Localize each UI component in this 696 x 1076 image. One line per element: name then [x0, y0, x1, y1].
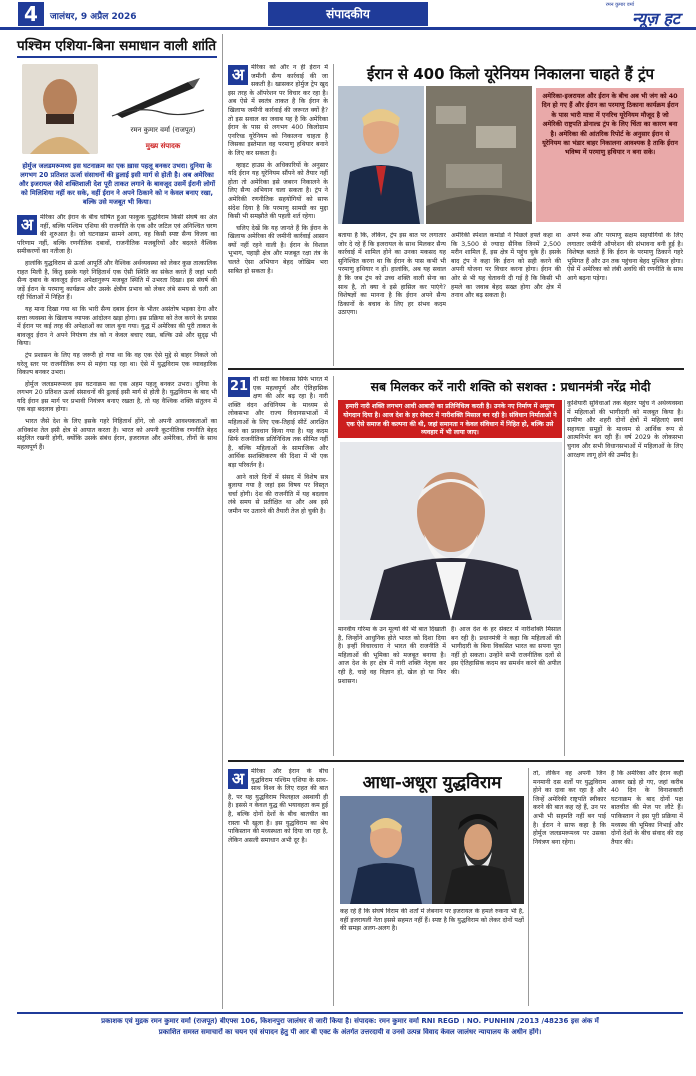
dropcap: 21: [228, 377, 250, 397]
mid-column-2: [228, 376, 328, 756]
brand-logo: न्यूज़ हट: [631, 9, 680, 28]
paragraph: हालांकि युद्धविराम से ऊर्जा आपूर्ति और वैश्विक अर्थव्यवस्था को लेकर कुछ तात्कालिक राहत मिली है, किंतु इसके गहरे निहितार्थ एक ऐसी स्थिति का संकेत करते हैं जहां भारी सैन्य दबाव के बावजूद ईरान अपेक्षानुरूप मजबूत स्थिति में उभरता दिखा। इस संघर्ष की जड़ें ईरान के परमाणु कार्यक्रम और उसके क्षेत्रीय प्रभाव को लेकर लंबे समय से चली आ रही चिंताओं में निहित हैं।: [17, 259, 217, 302]
paragraph: मेरिका और ईरान के बीच युद्धविराम पश्चिम एशिया के साथ-साथ विश्व के लिए राहत की बात है, पर यह युद्धविराम फिलहाल अस्थायी ही है। इससे न केवल युद्ध की भयावहता कम हुई है, बल्कि दोनों देशों के बीच बातचीत का रास्ता भी खुला है। इस युद्धविराम का श्रेय पाकिस्तान की मध्यस्थता को दिया जा रहा है, लेकिन असली समाधान अभी दूर है।: [228, 768, 328, 844]
nari-headline: सब मिलकर करें नारी शक्ति को सशक्त : प्रधानमंत्री नरेंद्र मोदी: [370, 379, 651, 394]
editorial-body: [17, 214, 217, 1004]
author-name: रमन कुमार वर्मा (राजपूत): [130, 126, 196, 134]
paragraph: मेरिका और ईरान के बीच घोषित हुआ फाकुक युद्धविराम किसी संघर्ष का अंत नहीं, बल्कि पश्चिम एशिया की राजनीति के एक और जटिल एवं अनिश्चित चरण की शुरुआत है। जो घटनाक्रम सामने आया, वह किसी स्पष्ट सैन्य विजय का परिणाम नहीं, बल्कि रणनीतिक दबावों, राजनीतिक मजबूरियों और बदलते वैश्विक समीकरणों का नतीजा है।: [17, 214, 217, 256]
modi-photo: [340, 442, 562, 620]
editorial-title: पश्चिम एशिया-बिना समाधान वाली शांति: [17, 38, 217, 54]
adha-body-col2: है कि अमेरिका और ईरान कहीं आकर खड़े हो गए, जहां करीब 40 दिन के विनाशकारी घटनाक्रम के बाद दोनों पक्ष बातचीत की मेज पर लौटे हैं। पाकिस्तान ने इस पूरी प्रक्रिया में मध्यस्थ की भूमिका निभाई और दोनों देशों के बीच संवाद की राह तैयार की।: [611, 770, 683, 846]
pen-icon: [108, 76, 208, 120]
dropcap: अ: [228, 769, 248, 789]
iran-pullquote: अमेरिका-इजरायल और ईरान के बीच अब भी जंग को 40 दिन हो गए हैं और ईरान का परमाणु ठिकाना कार्यक्रम ईरान के पास भारी मात्रा में एनरिच यूरेनियम मौजूद है जो अमेरिकी राष्ट्रपति डोनाल्ड ट्रंप के लिए चिंता का कारण बना है। अमेरिका की आंतरिक रिपोर्ट के अनुसार ईरान से यूरेनियम का भंडार बाहर निकालना आवश्यक है ताकि ईरान भविष्य में परमाणु हथियार न बना सके।: [536, 88, 684, 222]
nuclear-site-photo: [426, 86, 532, 224]
paragraph: व्हाइट हाउस के अधिकारियों के अनुसार यदि ईरान यह यूरेनियम सौंपने को तैयार नहीं होता तो अमेरिका इसे जबरन निकालने के लिए सैन्य अभियान चला सकता है। ट्रंप ने अमेरिकी रणनीतिक सहयोगियों को साफ संदेश दिया है कि परमाणु सामग्री का मुद्दा किसी भी समझौते की पहली शर्त रहेगा।: [228, 161, 328, 221]
section-title: संपादकीय: [268, 2, 428, 26]
dropcap: अ: [17, 215, 37, 235]
nari-pullquote: हमारी नारी शक्ति लगभग आधी आबादी का प्रतिनिधित्व करती है। उनके नए निर्माण में अमूल्य योगदान दिया है। आज देश के हर सेक्टर में नारीशक्ति मिसाल बन रही है। संविधान निर्माताओं ने एक ऐसे समाज की कल्पना की थी, जहां समानता न केवल संविधान में निहित हो, बल्कि उसे व्यवहार में भी लाया जाए।: [338, 400, 562, 438]
nari-body-col1: मानवीय गरिमा के उन मूल्यों की भी बात दिखाती है, जिन्होंने आधुनिक होते भारत को दिशा दिया है। इन्हीं विचारधारा ने भारत की राजनीति में महिलाओं की भूमिका को मजबूत बनाया है। आज देश के हर क्षेत्र में नारी शक्ति नेतृत्व कर रही है, चाहे वह विज्ञान हो, खेल हो या फिर प्रशासन।: [338, 626, 446, 685]
adha-headline: आधा-अधूरा युद्धविराम: [362, 773, 502, 793]
iran-body-col2: अमेरिकी स्पेशल कमांडो ने पिछले हफ्ते कहा था कि 3,500 से ज्यादा सैनिक जिनमें 2,500 मरीन शामिल हैं, इस क्षेत्र में पहुंच चुके हैं। इसके बाद ट्रंप ने कहा कि ईरान को सही करने की अपनी योजना पर विचार करना होगा। ईरान की ओर से भी यह चेतावनी दी गई है कि किसी भी हमले का जवाब बेहद सख्त होगा और क्षेत्र में तनाव और बढ़ सकता है।: [451, 232, 561, 300]
date-line: जालंधर, 9 अप्रैल 2026: [50, 12, 137, 22]
imprint-footer: [17, 1012, 683, 1044]
trump-photo: [338, 86, 424, 224]
paragraph: चलिए देखें कि यह जानते हैं कि ईरान के खिलाफ अमेरिका की जमीनी कार्रवाई आसान क्यों नहीं रहने वाली है। ईरान के विशाल भूभाग, पहाड़ी क्षेत्र और मजबूत रक्षा तंत्र के चलते ऐसा अभियान बेहद जोखिम भरा साबित हो सकता है।: [228, 224, 328, 275]
brand-top: रमन कुमार वर्मा: [605, 2, 634, 8]
author-photo: [22, 64, 98, 154]
page-number: 4: [18, 2, 44, 26]
iran-headline: ईरान से 400 किलो यूरेनियम निकालना चाहते हैं ट्रंप: [366, 65, 655, 83]
paragraph: मेरिका को और न ही ईरान में जमीनी सैन्य कार्रवाई की जा सकती है। खासकर होर्मुज ट्रेप खुद इस तरह के ऑपरेशन पर विचार कर रहा है। अब ऐसे में स्वतंत्र ताकत है कि ईरान के खिलाफ जमीनी कार्रवाई की जरूरत क्यों है? तो इस सवाल का जवाब यह है कि अमेरिका ईरान के पास से लगभग 400 किलोग्राम एनरिच्ड यूरेनियम को निकालना चाहता है जिसका इस्तेमाल वह परमाणु हथियार बनाने के लिए कर सकता है।: [228, 64, 328, 157]
masthead: [0, 0, 696, 30]
paragraph: भारत जैसे देश के लिए इसके गहरे निहितार्थ होंगे, जो अपनी आवश्यकताओं का अधिकांश तेल इसी क्षेत्र से आयात करता है। भारत को अपनी कूटनीतिक रणनीति बेहद संतुलित रखनी होगी, क्योंकि उसके संबंध ईरान, इजरायल और अमेरिका, तीनों के साथ महत्वपूर्ण हैं।: [17, 418, 217, 451]
editorial-lead: होर्मुज जलडमरूमध्य इस घटनाक्रम का एक ख़ास पहलू बनकर उभरा। दुनिया के लगभग 20 प्रतिशत ऊर्जा संसाधनों की ढुलाई इसी मार्ग से होती है। अब अमेरिका और इजरायल जैसे शक्तिशाली देश पूरी ताकत लगाने के बावजूद उसमें ईरानी लोगों को मिलिशिया नहीं कर सके, वहीं ईरान ने अपने ठिकाने को न केवल बनाए रखा, बल्कि उसे मजबूत भी किया।: [18, 162, 216, 206]
iran-body-col1: बताया है कि, लेकिन, ट्रंप इस बात पर लगातार जोर दे रहे हैं कि इजरायल के साथ मिलकर सैन्य कार्रवाई में शामिल होने का उनका मकसद यह सुनिश्चित करना था कि ईरान के पास कभी भी परमाणु हथियार न हों। हालांकि, अब यह सवाल है कि जब ट्रंप को उच्च शक्ति वाली सेना का साथ है, तो क्या वे इसे हासिल कर पाएंगे? विशेषज्ञों का मानना है कि ईरान अपने सैन्य ठिकानों के बचाव के लिए हर संभव कदम उठाएगा।: [338, 232, 446, 317]
adha-caption: कह रहे हैं कि संघर्ष विराम की शर्तों में लेबनान पर इजरायल के हमले रुकना भी है, वहीं इजरायली नेता इससे सहमत नहीं हैं। स्पष्ट है कि युद्धविराम को लेकर दोनों पक्षों की समझ अलग-अलग है।: [340, 908, 524, 933]
mid-column-top: [228, 64, 328, 362]
paragraph: ट्रंप प्रशासन के लिए यह जरूरी हो गया था कि वह एक ऐसे मुद्दे से बाहर निकले जो घरेलू स्तर पर राजनीतिक रूप से महंगा पड़ रहा था। ऐसे में युद्धविराम एक व्यावहारिक विकल्प बनकर उभरा।: [17, 351, 217, 377]
adha-col-left: [228, 768, 328, 1006]
author-role: मुख्य संपादक: [145, 142, 181, 150]
dropcap: अ: [228, 65, 248, 85]
nari-body-col3: कुशियारी सुविधाओं तक बेहतर पहुंच ने अर्थव्यवस्था में महिलाओं की भागीदारी को मजबूत किया है। ग्रामीण और शहरी दोनों क्षेत्रों में महिलाएं स्वयं सहायता समूहों के माध्यम से आर्थिक रूप से आत्मनिर्भर बन रही हैं। वर्ष 2029 के लोकसभा चुनाव और सभी विधानसभाओं में महिलाओं के लिए आरक्षण लागू होने की उम्मीद है।: [567, 400, 683, 459]
adha-body-col1: तो, लेकिन वह अपनी जिन मनमानी दस शर्तों पर युद्धविराम होने का दावा कर रहा है और जिन्हें अमेरिकी राष्ट्रपति स्वीकार करने की बात कह रहे हैं, उन पर अभी भी सहमति नहीं बन पाई है। ईरान ने साफ कहा है कि होर्मुज जलडमरूमध्य पर उसका नियंत्रण बना रहेगा।: [533, 770, 606, 846]
paragraph: होर्मुज जलडमरूमध्य इस घटनाक्रम का एक अहम पहलू बनकर उभरा। दुनिया के लगभग 20 प्रतिशत ऊर्जा संसाधनों की ढुलाई इसी मार्ग से होती है। युद्धविराम के बाद भी यदि ईरान इस मार्ग पर प्रभावी नियंत्रण बनाए रखता है, तो यह वैश्विक शक्ति संतुलन में एक बड़ा बदलाव होगा।: [17, 380, 217, 414]
paragraph: आने वाले दिनों में संसद में विशेष सत्र बुलाया गया है जहां इस विषय पर विस्तृत चर्चा होगी। देश की राजनीति में यह बदलाव लंबे समय से प्रतीक्षित था और अब इसे जमीन पर उतारने की तैयारी तेज हो चुकी है।: [228, 473, 328, 515]
imprint-line-2: प्रकाशित समस्त समाचारों का चयन एवं संपादन हेतु पी आर बी एक्ट के अंतर्गत उत्तरदायी व उनसे उत्पन्न विवाद केवल जालंधर न्यायालय के अधीन होंगे।: [158, 1028, 542, 1036]
paragraph: वीं सदी का विकास सिर्फ भारत में एक महत्वपूर्ण और ऐतिहासिक क्षण की ओर बढ़ रहा है। नारी शक्ति वंदन अधिनियम के माध्यम से लोकसभा और राज्य विधानसभाओं में महिलाओं के लिए एक-तिहाई सीटें आरक्षित करने का प्रावधान किया गया है। यह कदम सिर्फ राजनीतिक प्रतिनिधित्व तक सीमित नहीं है, बल्कि महिलाओं के सामाजिक और आर्थिक सशक्तिकरण की दिशा में भी एक बड़ा परिवर्तन है।: [228, 376, 328, 469]
nari-body-col2: है। आज देश के हर सेक्टर में नारीशक्ति मिसाल बन रही है। प्रधानमंत्री ने कहा कि महिलाओं की भागीदारी के बिना विकसित भारत का सपना पूरा नहीं हो सकता। उन्होंने सभी राजनीतिक दलों से इस ऐतिहासिक कदम का समर्थन करने की अपील की।: [451, 626, 561, 676]
imprint-line-1: प्रकाशक एवं मुद्रक रमन कुमार वर्मा (राजपूत) बीएफ्स 106, किशनपुरा जालंधर से जारी किया है। संपादक: रमन कुमार वर्मा RNI REGD । NO. PUNHIN /2013 /48236 इस अंक में: [101, 1017, 599, 1025]
iran-body-col3: अपने रूस और परमाणु सक्षम सहयोगियों के लिए लगातार जमीनी ऑपरेशन की संभावना बनी हुई है। विशेषज्ञ बताते हैं कि ईरान के परमाणु ठिकाने गहरे भूमिगत हैं और उन तक पहुंचना बेहद मुश्किल होगा। ऐसे में अमेरिका को लंबी अवधि की रणनीति के साथ आगे बढ़ना पड़ेगा।: [567, 232, 683, 282]
leaders-photo: [340, 796, 524, 904]
paragraph: यह माना दिखा गया था कि भारी सैन्य दबाव ईरान के भीतर असंतोष भड़का देगा और सत्ता व्यवस्था के खिलाफ व्यापक आंदोलन खड़ा होगा। इस प्रक्रिया को तेज करने के प्रयास में ईरान पर कई तरह की अपेक्षाओं का जाल बुना गया। युद्ध में अमेरिका की पूरी ताकत के बावजूद ईरान ने अपने नियंत्रण तंत्र को न केवल बचाए रखा, बल्कि उसे और सुदृढ़ भी किया।: [17, 305, 217, 348]
